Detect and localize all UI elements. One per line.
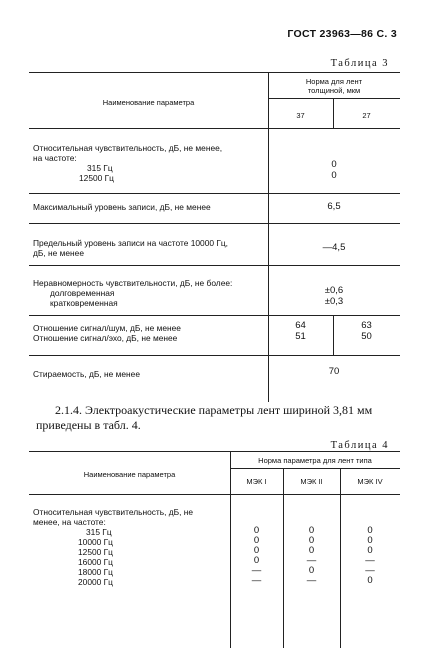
table3-value: 6,5 bbox=[327, 201, 341, 212]
table4-value: 0 bbox=[367, 575, 373, 586]
table4-freq: 12500 Гц bbox=[78, 547, 113, 557]
table4-value: 0 bbox=[367, 525, 373, 536]
table4-value: 0 bbox=[253, 555, 260, 566]
table4-value: 0 bbox=[253, 535, 260, 546]
table3-subheader-rule bbox=[268, 98, 400, 99]
table4-freq: 10000 Гц bbox=[78, 537, 113, 547]
table4-header-rule bbox=[29, 494, 400, 495]
table3-header-rule bbox=[29, 128, 400, 129]
table3-row-text: Отношение сигнал/шум, дБ, не менее bbox=[33, 323, 181, 333]
table4-value: 0 bbox=[308, 525, 315, 536]
table3-row-value bbox=[268, 201, 400, 212]
table3-col-27: 27 bbox=[362, 111, 371, 120]
table3-value: 63 bbox=[361, 320, 372, 331]
table4-mek2-values bbox=[283, 526, 340, 586]
table3-row bbox=[33, 143, 265, 183]
table3-row-text: на частоте: bbox=[33, 153, 77, 164]
table3-row-value bbox=[268, 160, 400, 181]
table4-row-text: Относительная чувствительность, дБ, не bbox=[33, 507, 194, 517]
table4-freq-list bbox=[33, 527, 223, 587]
table4-col-norm-header: Норма параметра для лент типа bbox=[258, 456, 372, 465]
table3-row-text: дБ, не менее bbox=[33, 248, 85, 259]
table4-col-mek1: МЭК I bbox=[246, 477, 267, 486]
table3-row bbox=[33, 202, 211, 212]
table3-norm-line1: Норма для лент bbox=[305, 77, 363, 86]
table3-row-value bbox=[268, 286, 400, 307]
table3-row-rule bbox=[29, 265, 400, 266]
table3-value: ±0,3 bbox=[324, 295, 344, 307]
table3-row-text: долговременная bbox=[50, 288, 115, 299]
table3-row-rule bbox=[29, 223, 400, 224]
table3-row bbox=[33, 278, 232, 308]
paragraph-line: 2.1.4. Электроакустические параметры лент шириной 3,81 мм bbox=[55, 403, 373, 417]
table4-value: — bbox=[251, 575, 262, 586]
table3-row-text: Стираемость, дБ, не менее bbox=[33, 369, 140, 379]
table3-value: ±0,6 bbox=[324, 285, 344, 296]
table4-freq: 20000 Гц bbox=[78, 577, 113, 587]
table3-norm-line2: толщиной, мкм bbox=[307, 85, 361, 95]
table3-row-text: Неравномерность чувствительности, дБ, не более: bbox=[33, 278, 233, 288]
table3-row-rule bbox=[29, 355, 400, 356]
table3-col-norm-header bbox=[268, 78, 400, 95]
table4-value: — bbox=[365, 555, 375, 566]
table3-col-37: 37 bbox=[296, 111, 305, 120]
table4-value: 0 bbox=[367, 535, 373, 546]
table4-value: — bbox=[306, 555, 317, 566]
table3-value: 0 bbox=[331, 159, 337, 170]
table3-row-text: 315 Гц bbox=[87, 163, 113, 174]
table3-row-text: 12500 Гц bbox=[79, 173, 114, 184]
running-header: ГОСТ 23963—86 С. 3 bbox=[287, 28, 397, 40]
table3-caption: Таблица 3 bbox=[330, 58, 389, 69]
table4-caption: Таблица 4 bbox=[330, 440, 389, 451]
table3-row-text: Относительная чувствительность, дБ, не менее, bbox=[33, 143, 223, 153]
table4-row-label bbox=[33, 507, 193, 527]
table3-top-rule bbox=[29, 72, 400, 73]
table3-row-value-37 bbox=[268, 321, 333, 342]
table4-value: — bbox=[306, 575, 317, 586]
table4-col-mek2: МЭК II bbox=[300, 477, 323, 486]
table4-freq: 18000 Гц bbox=[78, 567, 113, 577]
table3-row-text: кратковременная bbox=[50, 298, 118, 309]
table3-value: 51 bbox=[295, 330, 306, 342]
table3-value: 50 bbox=[361, 330, 372, 342]
table4-value: 0 bbox=[253, 525, 260, 536]
table3-row-text: Отношение сигнал/эхо, дБ, не менее bbox=[33, 333, 178, 344]
table4-freq: 315 Гц bbox=[86, 527, 112, 537]
table3-col-param-header: Наименование параметра bbox=[102, 98, 195, 107]
table4-value: 0 bbox=[367, 545, 373, 556]
table3-row bbox=[33, 238, 228, 258]
table4-freq: 16000 Гц bbox=[78, 557, 113, 567]
table4-value: — bbox=[251, 565, 262, 576]
table3-row-value-27 bbox=[333, 321, 400, 342]
table4-row-text: менее, на частоте: bbox=[33, 517, 106, 528]
table4-top-rule bbox=[29, 451, 400, 452]
paragraph-2-1-4 bbox=[36, 403, 405, 433]
table3-value: 64 bbox=[295, 320, 306, 331]
table4-mek4-values bbox=[340, 526, 400, 586]
table4-value: 0 bbox=[308, 545, 315, 556]
table3-row-value bbox=[268, 366, 400, 377]
table4-col-mek4: МЭК IV bbox=[357, 477, 383, 486]
table4-col-param-header: Наименование параметра bbox=[83, 470, 176, 479]
table3-row-rule bbox=[29, 315, 400, 316]
table4-value: 0 bbox=[253, 545, 260, 556]
table3-value: 70 bbox=[328, 366, 340, 377]
table3-row-text: Предельный уровень записи на частоте 10000 Гц, bbox=[33, 238, 228, 248]
table3-value: 0 bbox=[331, 169, 337, 181]
table4-value: — bbox=[365, 565, 375, 576]
table4-value: 0 bbox=[308, 565, 315, 576]
table3-value: —4,5 bbox=[322, 242, 346, 253]
table3-row bbox=[33, 323, 181, 343]
table4-value: 0 bbox=[308, 535, 315, 546]
table3-row bbox=[33, 369, 140, 379]
table3-col-divider bbox=[268, 72, 269, 402]
table3-row-value bbox=[268, 242, 400, 253]
table4-mek1-values bbox=[230, 526, 283, 586]
table4-subheader-rule bbox=[230, 468, 400, 469]
table3-row-text: Максимальный уровень записи, дБ, не менее bbox=[33, 202, 211, 212]
table3-row-rule bbox=[29, 193, 400, 194]
paragraph-line: приведены в табл. 4. bbox=[36, 418, 141, 432]
